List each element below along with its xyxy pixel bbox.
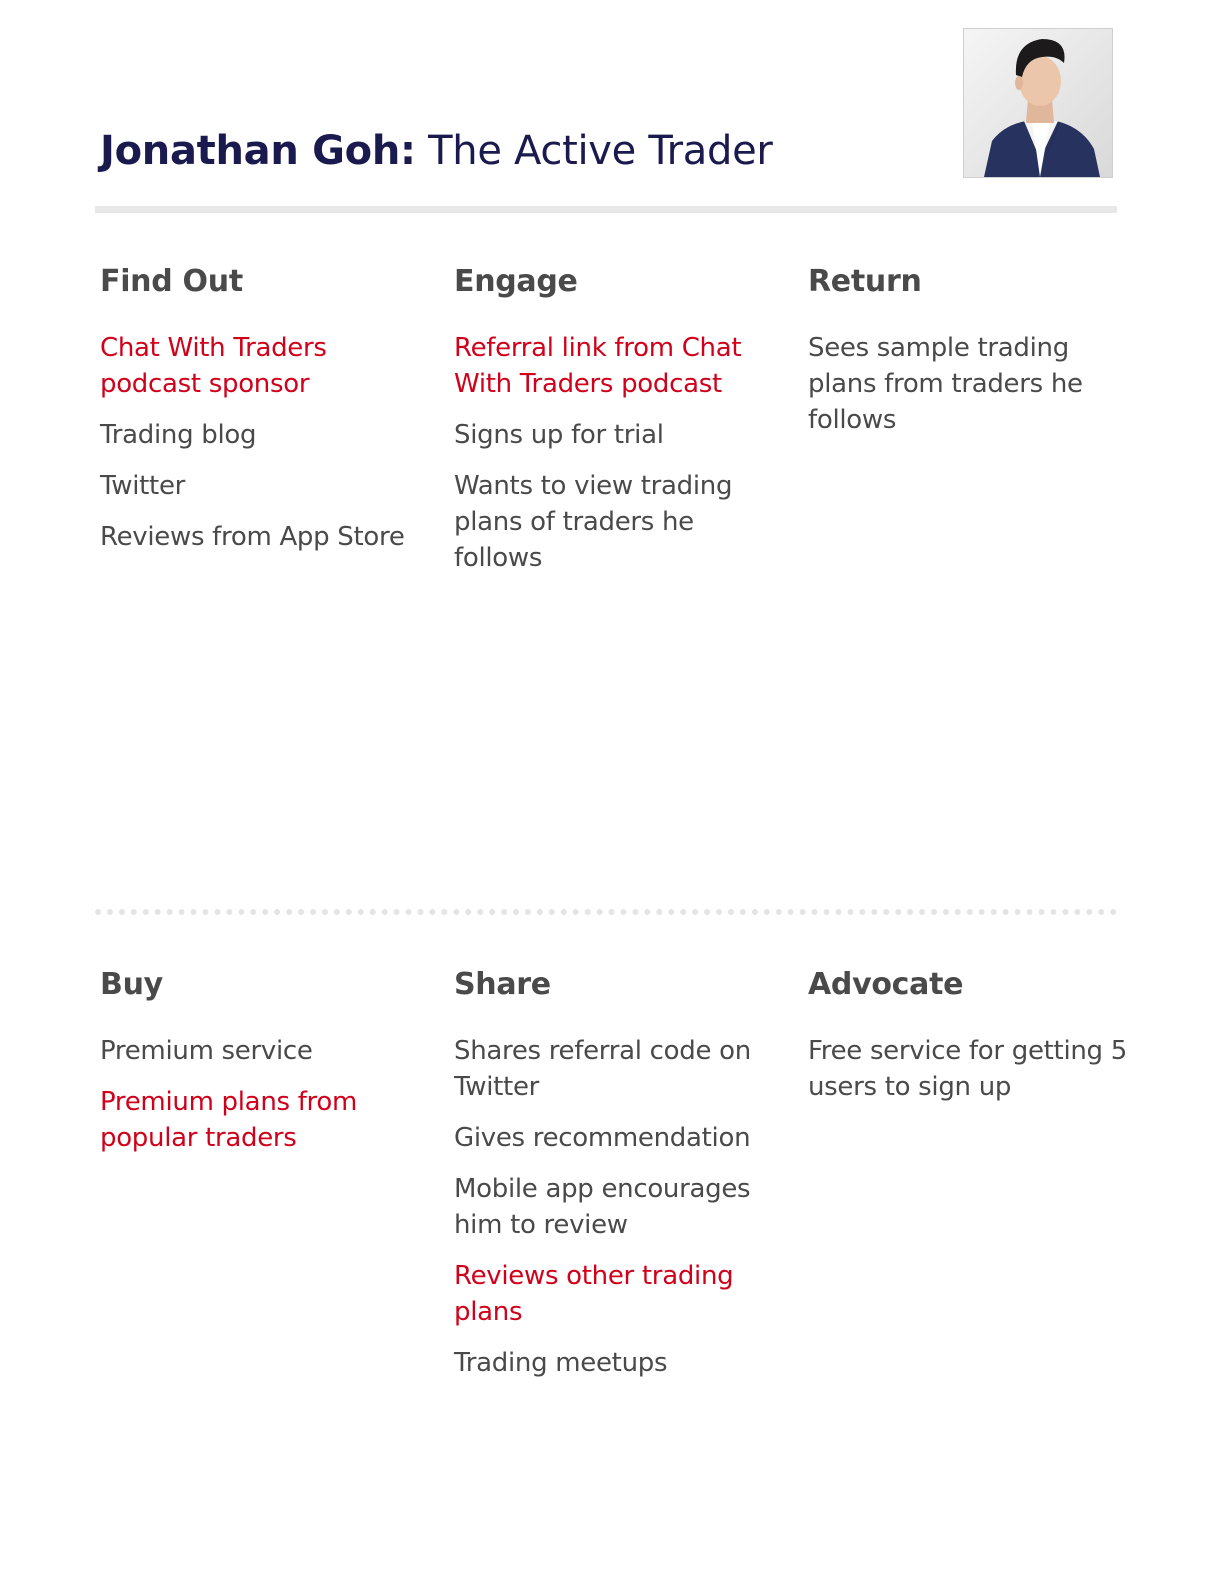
section-title: Return bbox=[808, 264, 922, 299]
list-item: Mobile app encourages him to review bbox=[454, 1174, 751, 1240]
page-title bbox=[100, 128, 773, 174]
section-title: Engage bbox=[454, 264, 578, 299]
section-title: Advocate bbox=[808, 967, 964, 1002]
list-item: Shares referral code on Twitter bbox=[454, 1036, 751, 1102]
section-title: Share bbox=[454, 967, 551, 1002]
list-item: Trading blog bbox=[100, 420, 257, 450]
person-photo-icon bbox=[964, 29, 1112, 177]
persona-name: Jonathan Goh: bbox=[100, 128, 416, 174]
section-title: Find Out bbox=[100, 264, 243, 299]
list-item: Wants to view trading plans of traders he follows bbox=[454, 471, 733, 573]
section-title: Buy bbox=[100, 967, 163, 1002]
list-item: Reviews from App Store bbox=[100, 522, 405, 552]
list-item: Sees sample trading plans from traders he follows bbox=[808, 333, 1083, 435]
list-item: Free service for getting 5 users to sign up bbox=[808, 1036, 1127, 1102]
persona-role: The Active Trader bbox=[428, 128, 773, 174]
section-share bbox=[454, 967, 774, 1396]
list-item: Gives recommendation bbox=[454, 1123, 751, 1153]
list-item: Premium plans from popular traders bbox=[100, 1087, 358, 1153]
list-item: Chat With Traders podcast sponsor bbox=[100, 333, 327, 399]
section-find-out bbox=[100, 264, 420, 570]
list-item: Premium service bbox=[100, 1036, 313, 1066]
avatar bbox=[963, 28, 1113, 178]
list-item: Twitter bbox=[100, 471, 186, 501]
header-divider bbox=[95, 206, 1117, 213]
list-item: Trading meetups bbox=[454, 1348, 668, 1378]
list-item: Signs up for trial bbox=[454, 420, 664, 450]
section-return bbox=[808, 264, 1128, 453]
section-divider bbox=[95, 909, 1117, 915]
section-buy bbox=[100, 967, 420, 1171]
section-advocate bbox=[808, 967, 1128, 1120]
section-engage bbox=[454, 264, 774, 591]
list-item: Referral link from Chat With Traders podcast bbox=[454, 333, 742, 399]
list-item: Reviews other trading plans bbox=[454, 1261, 734, 1327]
